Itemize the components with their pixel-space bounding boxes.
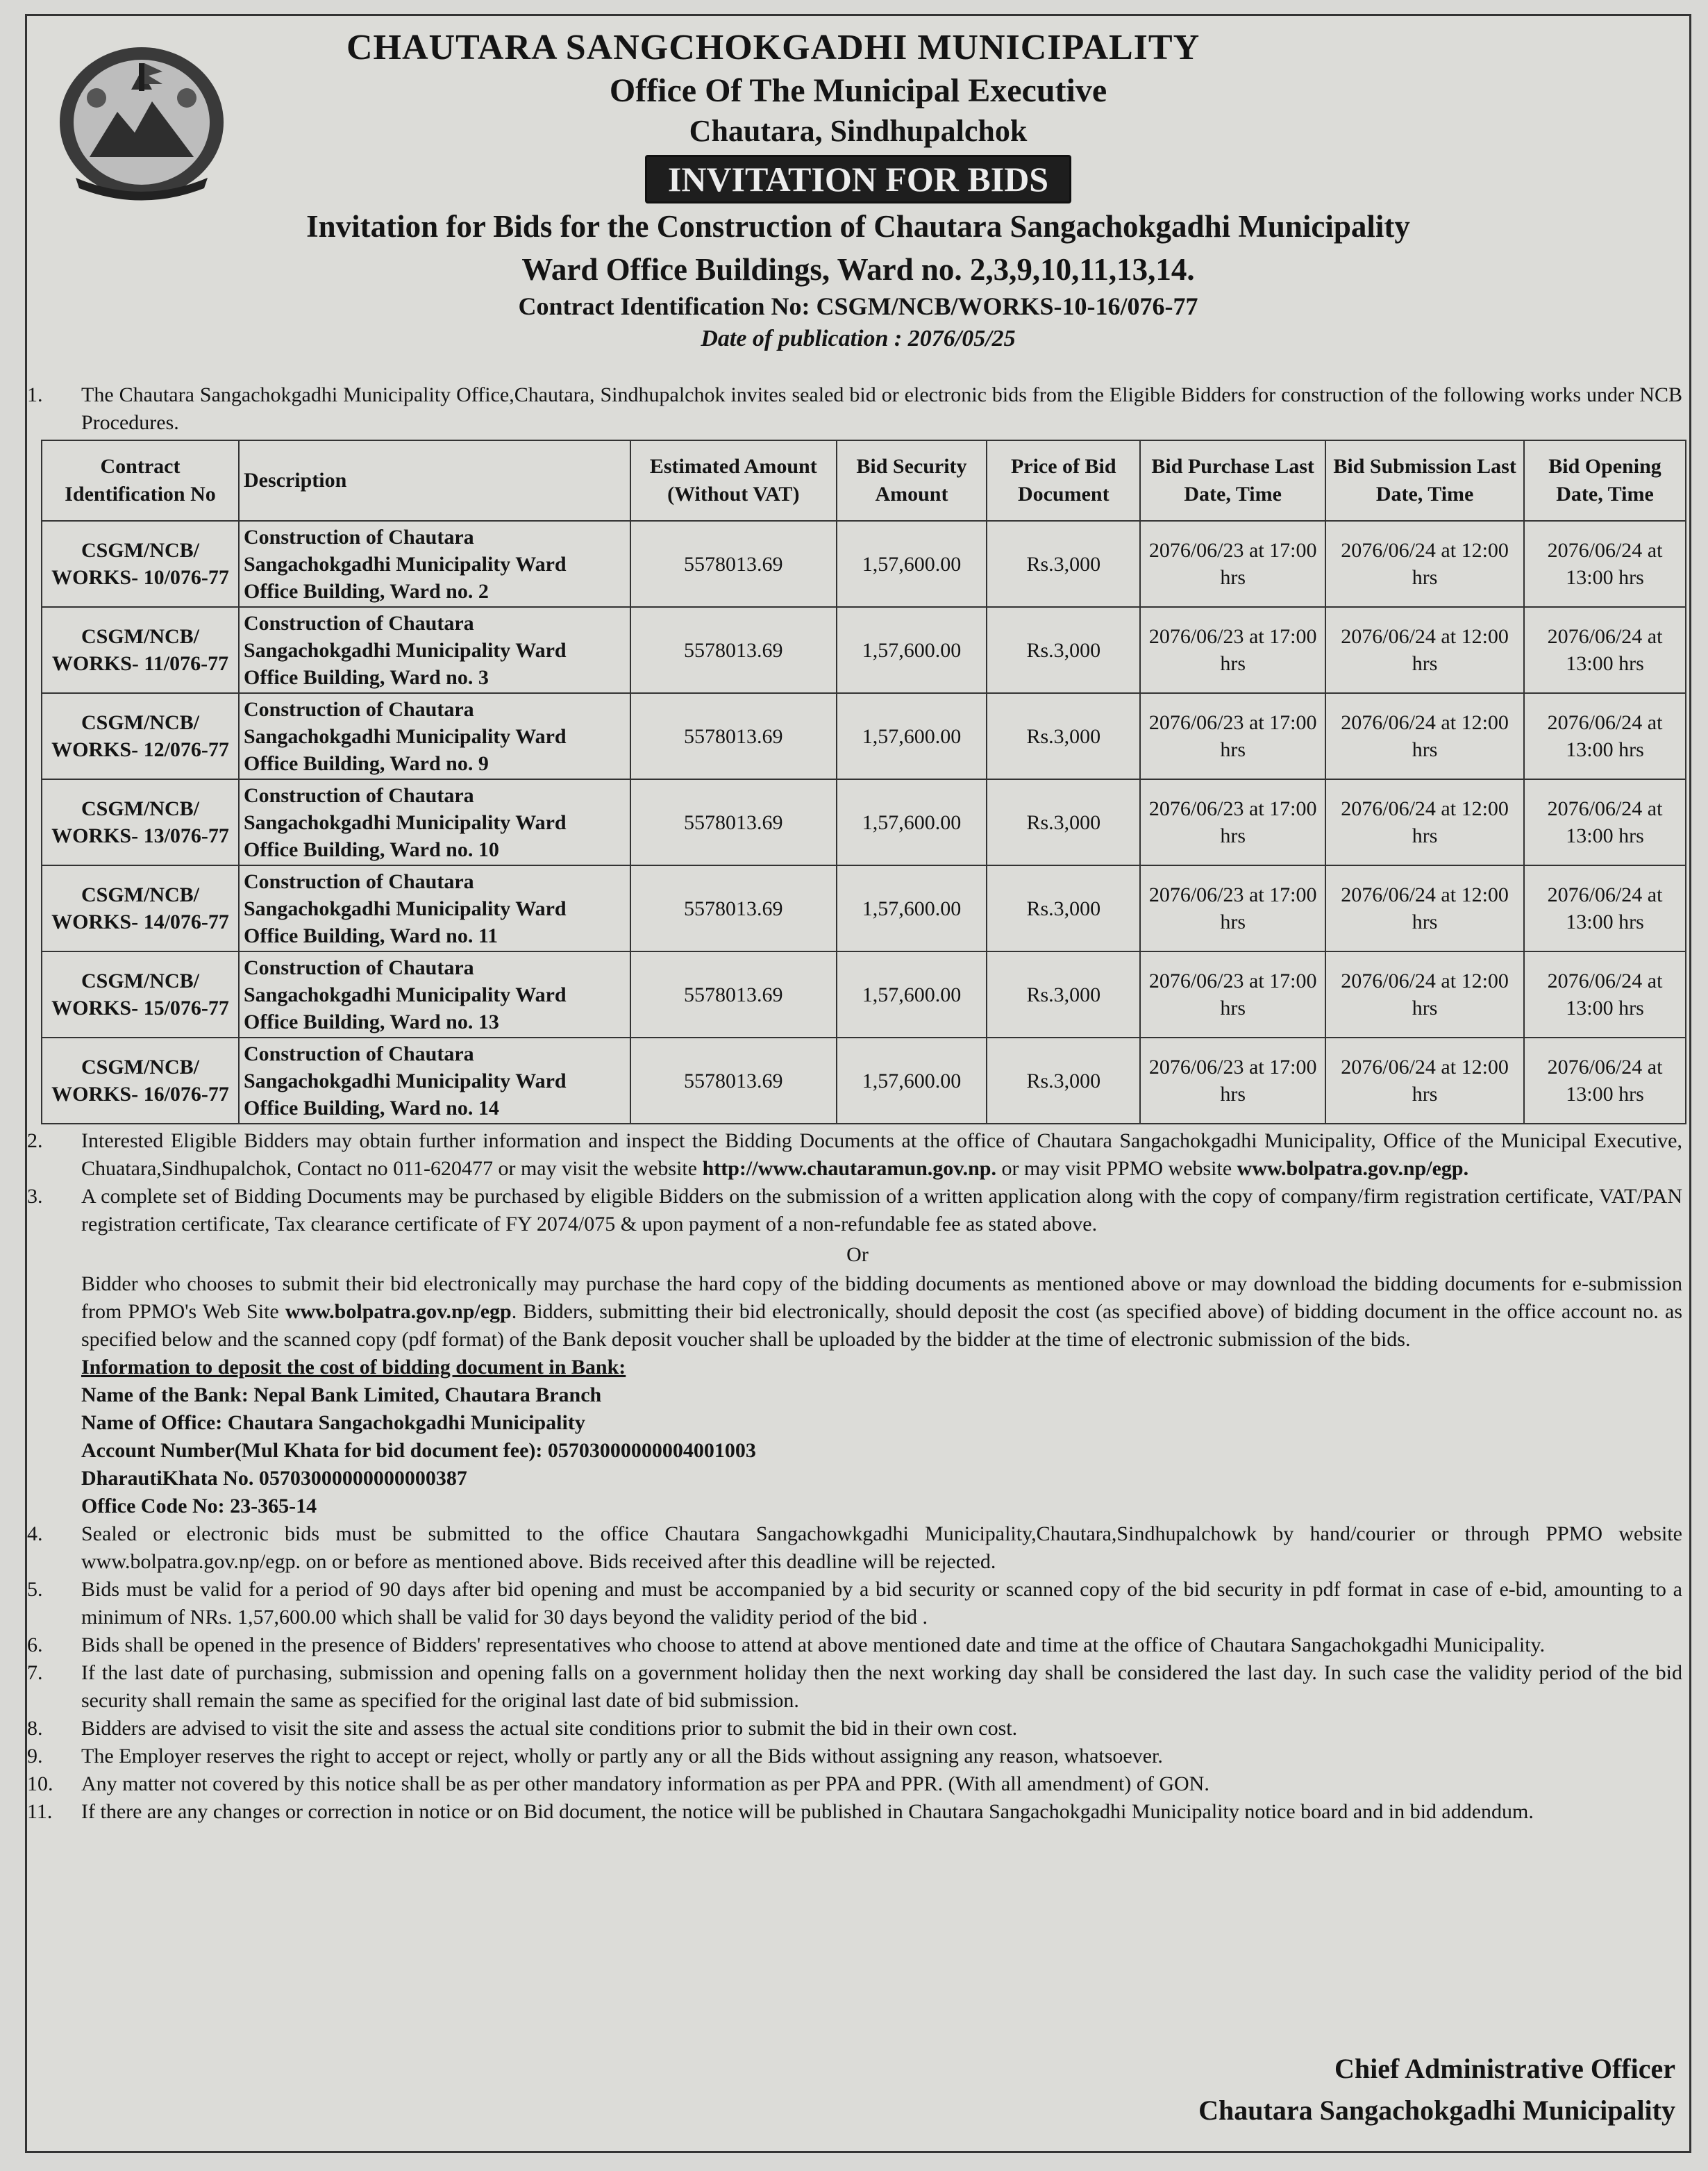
contract-id: Contract Identification No: CSGM/NCB/WORKS-10-16/076-77 [518,292,1198,320]
ifb-banner: INVITATION FOR BIDS [645,155,1071,203]
col-submission-date: Bid Submission Last Date, Time [1325,440,1524,521]
col-estimated-amount: Estimated Amount (Without VAT) [630,440,837,521]
clause-11: 11. If there are any changes or correction in notice or on Bid document, the notice will be published in Chautara Sangachokgadhi Municipality notice board and in bid addendum. [27,1800,1534,1823]
table-row: CSGM/NCB/ WORKS- 10/076-77 Construction of Chautara Sangachokgadhi Municipality Ward Office Building, Ward no. 2 5578013.69 1,57,600.00 Rs.3,000 2076/06/23 at 17:00 hrs 2076/06/24 at 12:00 hrs 2076/06/24 at 13:00 hrs [42,521,1686,607]
col-bid-price: Price of Bid Document [987,440,1140,521]
notice-page [25,14,1691,2153]
notice-header [27,26,1689,355]
notice-body [27,381,1688,1826]
table-row: CSGM/NCB/ WORKS- 14/076-77 Construction of Chautara Sangachokgadhi Municipality Ward Office Building, Ward no. 11 5578013.69 1,57,600.00 Rs.3,000 2076/06/23 at 17:00 hrs 2076/06/24 at 12:00 hrs 2076/06/24 at 13:00 hrs [42,865,1686,951]
ppmo-website-link[interactable]: www.bolpatra.gov.np/egp. [1237,1157,1469,1180]
clause-8: 8. Bidders are advised to visit the site and assess the actual site conditions prior to submit the bid in their own cost. [27,1717,1018,1740]
bids-table [41,440,1686,1124]
clause-4: 4. Sealed or electronic bids must be submitted to the office Chautara Sangachowkgadhi Municipality,Chautara,Sindhupalchowk by hand/courier or through PPMO website www.bolpatra.gov.np/egp. on or before as mentioned above. Bids received after this deadline will be rejected. [27,1522,1682,1573]
signature-block [1198,2048,1675,2131]
bank-account-number: Account Number(Mul Khata for bid document fee): 05703000000004001003 [81,1439,756,1462]
table-row: CSGM/NCB/ WORKS- 15/076-77 Construction of Chautara Sangachokgadhi Municipality Ward Office Building, Ward no. 13 5578013.69 1,57,600.00 Rs.3,000 2076/06/23 at 17:00 hrs 2076/06/24 at 12:00 hrs 2076/06/24 at 13:00 hrs [42,951,1686,1038]
table-row: CSGM/NCB/ WORKS- 11/076-77 Construction of Chautara Sangachokgadhi Municipality Ward Office Building, Ward no. 3 5578013.69 1,57,600.00 Rs.3,000 2076/06/23 at 17:00 hrs 2076/06/24 at 12:00 hrs 2076/06/24 at 13:00 hrs [42,607,1686,693]
clause-5: 5. Bids must be valid for a period of 90 days after bid opening and must be accompanied by a bid security or scanned copy of the bid security in pdf format in case of e-bid, amounting to a minimum of NRs. 1,57,600.00 which shall be valid for 30 days beyond the validity period of the bid . [27,1578,1682,1629]
municipality-website-link[interactable]: http://www.chautaramun.gov.np. [702,1157,996,1180]
col-description: Description [239,440,630,521]
signatory-title: Chief Administrative Officer [1334,2053,1675,2084]
col-opening-date: Bid Opening Date, Time [1524,440,1686,521]
table-header-row [42,440,1686,521]
signatory-org: Chautara Sangachokgadhi Municipality [1198,2095,1675,2126]
office-code: Office Code No: 23-365-14 [81,1495,317,1517]
clause-2: 2. Interested Eligible Bidders may obtain further information and inspect the Bidding Documents at the office of Chautara Sangachokgadhi Municipality, Office of the Municipal Executive, Chuatara,Sindhupalchok, Contact no 011-620477 or may visit the website http://www.chautaramun.gov.np. or may visit PPMO website www.bolpatra.gov.np/egp. [27,1129,1682,1180]
bank-info-title: Information to deposit the cost of bidding document in Bank: [81,1356,626,1379]
clause-1: 1. The Chautara Sangachokgadhi Municipality Office,Chautara, Sindhupalchok invites sealed bid or electronic bids from the Eligible Bidders for construction of the following works under NCB Procedures. [27,383,1682,434]
clause-3: 3. A complete set of Bidding Documents may be purchased by eligible Bidders on the submission of a written application along with the copy of company/firm registration certificate, VAT/PAN registration certificate, Tax clearance certificate of FY 2074/075 & upon payment of a non-refundable fee as stated above. [27,1185,1682,1236]
municipality-name: CHAUTARA SANGCHOKGADHI MUNICIPALITY [346,28,1200,67]
clause-10: 10. Any matter not covered by this notice shall be as per other mandatory information as per PPA and PPR. (With all amendment) of GON. [27,1772,1209,1795]
clause-7: 7. If the last date of purchasing, submission and opening falls on a government holiday then the next working day shall be considered the last day. In such case the validity period of the bid security shall remain the same as specified for the original last date of bid submission. [27,1661,1682,1712]
col-purchase-date: Bid Purchase Last Date, Time [1140,440,1325,521]
clause-3-electronic: Bidder who chooses to submit their bid electronically may purchase the hard copy of the bidding documents as mentioned above or may download the bidding documents for e-submission from PPMO's Web Site www.bolpatra.gov.np/egp. Bidders, submitting their bid electronically, should deposit the cost (as specified above) of bidding document in the office account no. as specified below and the scanned copy (pdf format) of the Bank deposit voucher shall be uploaded by the bidder at the time of electronic submission of the bids. [81,1272,1683,1351]
or-separator: Or [846,1243,869,1266]
bank-office-name: Name of Office: Chautara Sangachokgadhi Municipality [81,1411,585,1434]
table-row: CSGM/NCB/ WORKS- 16/076-77 Construction of Chautara Sangachokgadhi Municipality Ward Office Building, Ward no. 14 5578013.69 1,57,600.00 Rs.3,000 2076/06/23 at 17:00 hrs 2076/06/24 at 12:00 hrs 2076/06/24 at 13:00 hrs [42,1038,1686,1124]
egp-website-link[interactable]: www.bolpatra.gov.np/egp [285,1300,512,1323]
table-row: CSGM/NCB/ WORKS- 12/076-77 Construction of Chautara Sangachokgadhi Municipality Ward Office Building, Ward no. 9 5578013.69 1,57,600.00 Rs.3,000 2076/06/23 at 17:00 hrs 2076/06/24 at 12:00 hrs 2076/06/24 at 13:00 hrs [42,693,1686,779]
notice-title-line2: Ward Office Buildings, Ward no. 2,3,9,10,11,13,14. [521,252,1195,287]
col-contract-id: Contract Identification No [42,440,239,521]
publication-date: Date of publication : 2076/05/25 [701,326,1016,351]
office-name: Office Of The Municipal Executive [609,72,1107,109]
col-bid-security: Bid Security Amount [837,440,987,521]
bank-name: Name of the Bank: Nepal Bank Limited, Chautara Branch [81,1383,602,1406]
clause-6: 6. Bids shall be opened in the presence of Bidders' representatives who choose to attend at above mentioned date and time at the office of Chautara Sangachokgadhi Municipality. [27,1633,1546,1656]
table-row: CSGM/NCB/ WORKS- 13/076-77 Construction of Chautara Sangachokgadhi Municipality Ward Office Building, Ward no. 10 5578013.69 1,57,600.00 Rs.3,000 2076/06/23 at 17:00 hrs 2076/06/24 at 12:00 hrs 2076/06/24 at 13:00 hrs [42,779,1686,865]
bank-info [27,1354,1688,1520]
notice-title-line1: Invitation for Bids for the Construction of Chautara Sangachokgadhi Municipality [306,209,1410,244]
dharauti-account-number: DharautiKhata No. 05703000000000000387 [81,1467,467,1490]
office-location: Chautara, Sindhupalchok [689,114,1028,148]
clause-9: 9. The Employer reserves the right to accept or reject, wholly or partly any or all the Bids without assigning any reason, whatsoever. [27,1745,1163,1767]
